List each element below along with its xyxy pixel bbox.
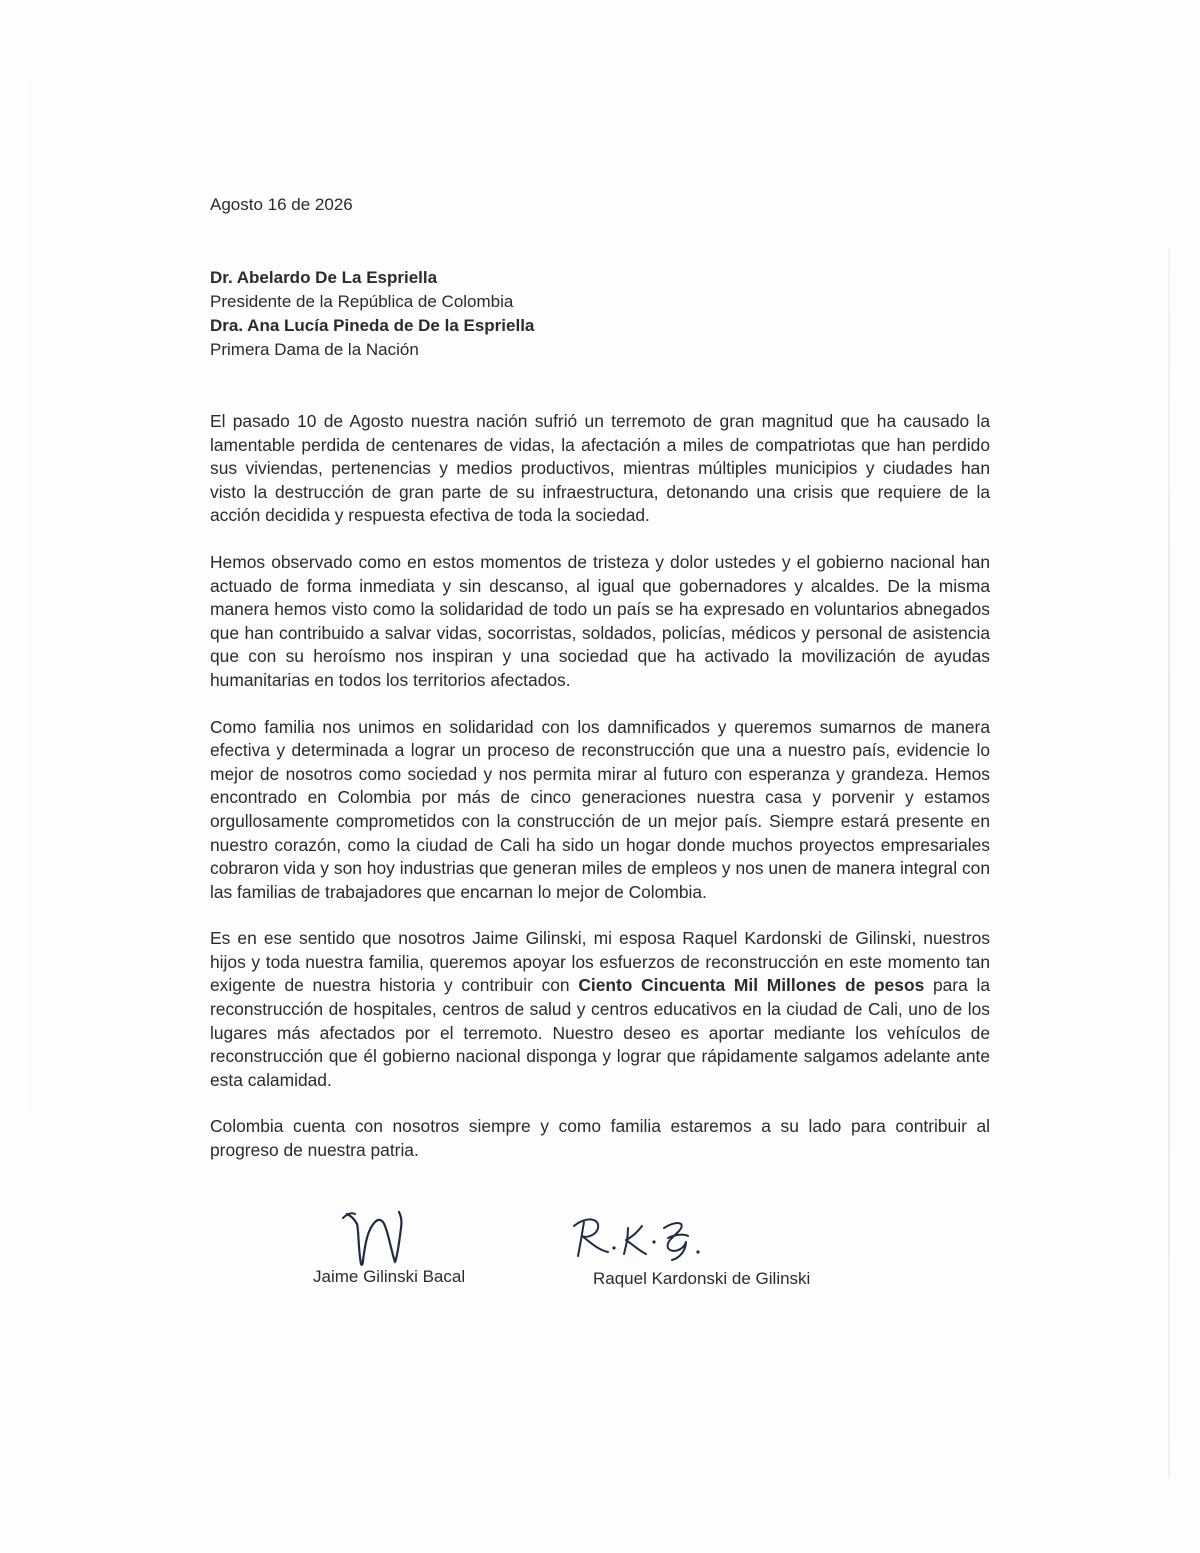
paragraph-donation xyxy=(210,927,990,1092)
paragraph-closing: Colombia cuenta con nosotros siempre y como familia estaremos a su lado para contribuir al progreso de nuestra patria. xyxy=(210,1116,990,1161)
addressee-title-1: Presidente de la República de Colombia xyxy=(210,292,514,311)
signer-name-jaime: Jaime Gilinski Bacal xyxy=(313,1267,466,1286)
donation-text-after: para la reconstrucción de hospitales, centros de salud y centros educativos en la ciudad de Cali, uno de los lugares más afectados por el terremoto. Nuestro deseo es aportar mediante los vehículos de reconstrucción que él gobierno nacional disponga y lograr que rápidamente salgamos adelante ante esta calamidad. xyxy=(210,975,990,1090)
addressee-title-2: Primera Dama de la Nación xyxy=(210,340,419,359)
signature-jaime xyxy=(335,1208,405,1270)
scan-edge-left xyxy=(30,80,31,1110)
donation-amount: Ciento Cincuenta Mil Millones de pesos xyxy=(578,975,925,996)
signature-raquel xyxy=(568,1212,708,1262)
letter-body xyxy=(210,410,990,1163)
scan-edge-right xyxy=(1168,248,1170,1478)
paragraph-response: Hemos observado como en estos momentos de tristeza y dolor ustedes y el gobierno nacional han actuado de forma inmediata y sin descanso, al igual que gobernadores y alcaldes. De la misma manera hemos visto como la solidaridad de todo un país se ha expresado en voluntarios abnegados que han contribuido a salvar vidas, socorristas, soldados, policías, médicos y personal de asistencia que con su heroísmo nos inspiran y una sociedad que ha activado la movilización de ayudas humanitarias en todos los territorios afectados. xyxy=(210,551,990,690)
paragraph-family: Como familia nos unimos en solidaridad con los damnificados y queremos sumarnos de manera efectiva y determinada a lograr un proceso de reconstrucción que una a nuestro país, evidencie lo mejor de nosotros como sociedad y nos permita mirar al futuro con esperanza y grandeza. Hemos encontrado en Colombia por más de cinco generaciones nuestra casa y porvenir y estamos orgullosamente comprometidos con la construcción de un mejor país. Siempre estará presente en nuestro corazón, como la ciudad de Cali ha sido un hogar donde muchos proyectos empresariales cobraron vida y son hoy industrias que generan miles de empleos y nos unen de manera integral con las familias de trabajadores que encarnan lo mejor de Colombia. xyxy=(210,716,990,902)
addressee-name-2: Dra. Ana Lucía Pineda de De la Espriella xyxy=(210,316,535,335)
donation-text-before: Es en ese sentido que nosotros Jaime Gilinski, mi esposa Raquel Kardonski de Gilinski, nuestros hijos y toda nuestra familia, queremos apoyar los esfuerzos de reconstrucción en este momento tan exigente de nuestra historia y contribuir con xyxy=(210,928,990,996)
signer-name-raquel: Raquel Kardonski de Gilinski xyxy=(593,1269,811,1288)
addressee-block xyxy=(210,266,534,362)
letter-date: Agosto 16 de 2026 xyxy=(210,195,353,214)
addressee-name-1: Dr. Abelardo De La Espriella xyxy=(210,268,438,287)
paragraph-earthquake: El pasado 10 de Agosto nuestra nación sufrió un terremoto de gran magnitud que ha causado la lamentable perdida de centenares de vidas, la afectación a miles de compatriotas que han perdido sus viviendas, pertenencias y medios productivos, mientras múltiples municipios y ciudades han visto la destrucción de gran parte de su infraestructura, detonando una crisis que requiere de la acción decidida y respuesta efectiva de toda la sociedad. xyxy=(210,411,990,526)
